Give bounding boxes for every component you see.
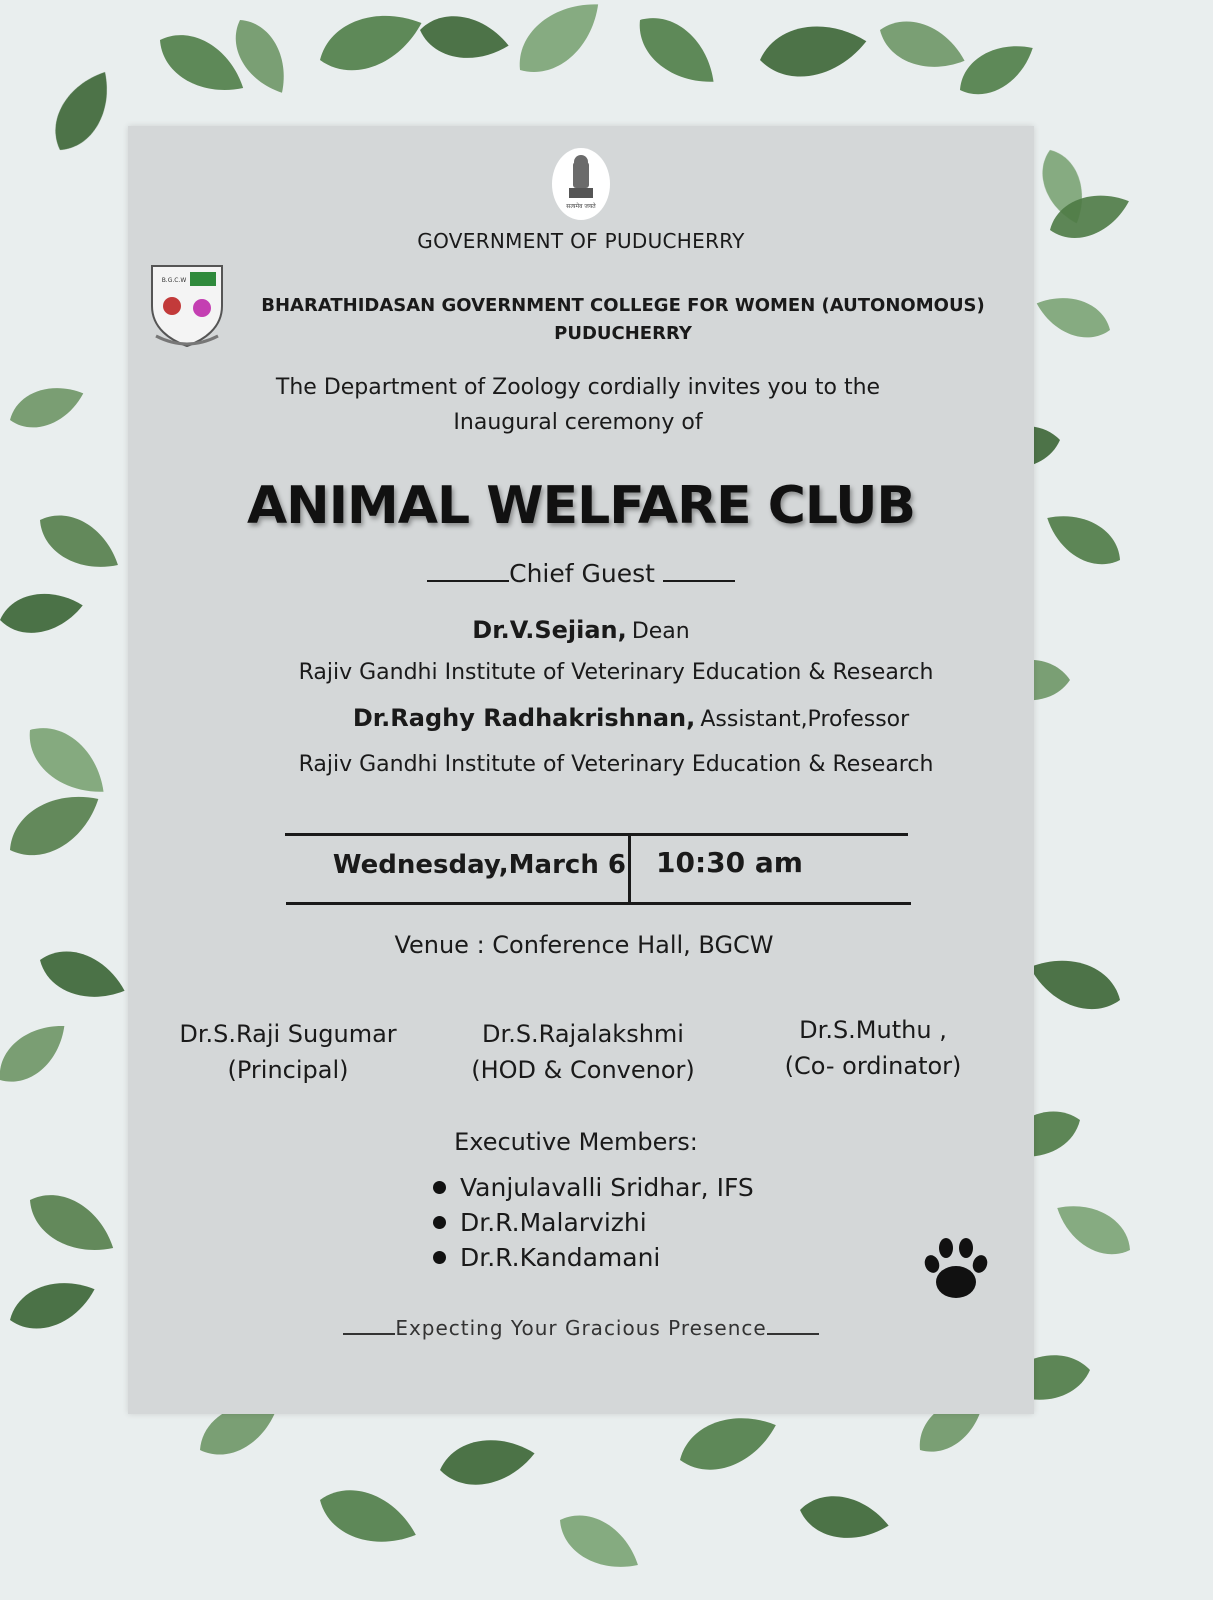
organiser-3-name: Dr.S.Muthu , xyxy=(799,1016,947,1044)
schedule-bottom-rule xyxy=(286,902,911,905)
organiser-hod xyxy=(448,1016,718,1088)
chief-guest-label: Chief Guest xyxy=(509,559,655,588)
executive-members-list xyxy=(433,1170,754,1275)
college-name xyxy=(223,292,1023,348)
venue: Venue : Conference Hall, BGCW xyxy=(394,931,774,959)
guest-1-title: Dean xyxy=(631,619,690,644)
college-name-line1: BHARATHIDASAN GOVERNMENT COLLEGE FOR WOMEN (AUTONOMOUS) xyxy=(261,295,985,316)
organiser-coordinator xyxy=(738,1012,1008,1084)
invitation-line1: The Department of Zoology cordially invites you to the xyxy=(275,375,881,400)
list-item: Dr.R.Kandamani xyxy=(433,1240,754,1275)
executive-heading: Executive Members: xyxy=(454,1128,698,1156)
closing-underline-left xyxy=(343,1332,395,1335)
organiser-2-role: (HOD & Convenor) xyxy=(471,1056,695,1084)
guest-2-institution: Rajiv Gandhi Institute of Veterinary Education & Research xyxy=(298,752,934,777)
chief-guest-heading xyxy=(128,559,1034,588)
guest-2 xyxy=(178,704,1084,732)
college-name-line2: PUDUCHERRY xyxy=(554,323,692,344)
closing-line xyxy=(128,1316,1034,1340)
invitation-card xyxy=(128,126,1034,1414)
list-item: Dr.R.Malarvizhi xyxy=(433,1205,754,1240)
bullet-icon xyxy=(433,1181,446,1194)
organiser-principal xyxy=(158,1016,418,1088)
underline-left xyxy=(427,579,509,582)
guest-1 xyxy=(128,616,1034,644)
event-time: 10:30 am xyxy=(656,846,803,879)
state-emblem-icon xyxy=(552,148,610,220)
underline-right xyxy=(663,579,735,582)
organiser-1-role: (Principal) xyxy=(227,1056,349,1084)
emblem-motto: सत्यमेव जयते xyxy=(566,203,596,210)
closing-underline-right xyxy=(767,1332,819,1335)
organiser-2-name: Dr.S.Rajalakshmi xyxy=(482,1020,684,1048)
invitation-line2: Inaugural ceremony of xyxy=(453,410,703,435)
college-crest-icon xyxy=(146,256,228,352)
schedule-divider xyxy=(628,834,631,904)
government-heading: GOVERNMENT OF PUDUCHERRY xyxy=(417,229,745,253)
bullet-icon xyxy=(433,1216,446,1229)
list-item: Vanjulavalli Sridhar, IFS xyxy=(433,1170,754,1205)
organiser-3-role: (Co- ordinator) xyxy=(784,1052,962,1080)
guest-2-name: Dr.Raghy Radhakrishnan, xyxy=(352,704,696,732)
guest-2-title: Assistant,Professor xyxy=(700,707,910,732)
organiser-1-name: Dr.S.Raji Sugumar xyxy=(179,1020,397,1048)
event-title: ANIMAL WELFARE CLUB xyxy=(246,476,916,536)
bullet-icon xyxy=(433,1251,446,1264)
foliage-left xyxy=(0,377,131,1339)
guest-1-institution: Rajiv Gandhi Institute of Veterinary Education & Research xyxy=(298,660,934,685)
crest-text: B.G.C.W xyxy=(161,277,187,284)
paw-print-icon xyxy=(916,1228,996,1308)
schedule-top-rule xyxy=(285,833,908,836)
invitation-text xyxy=(188,370,968,440)
guest-1-name: Dr.V.Sejian, xyxy=(472,616,627,644)
closing-text: Expecting Your Gracious Presence xyxy=(395,1316,767,1340)
event-date: Wednesday,March 6 xyxy=(332,850,626,880)
